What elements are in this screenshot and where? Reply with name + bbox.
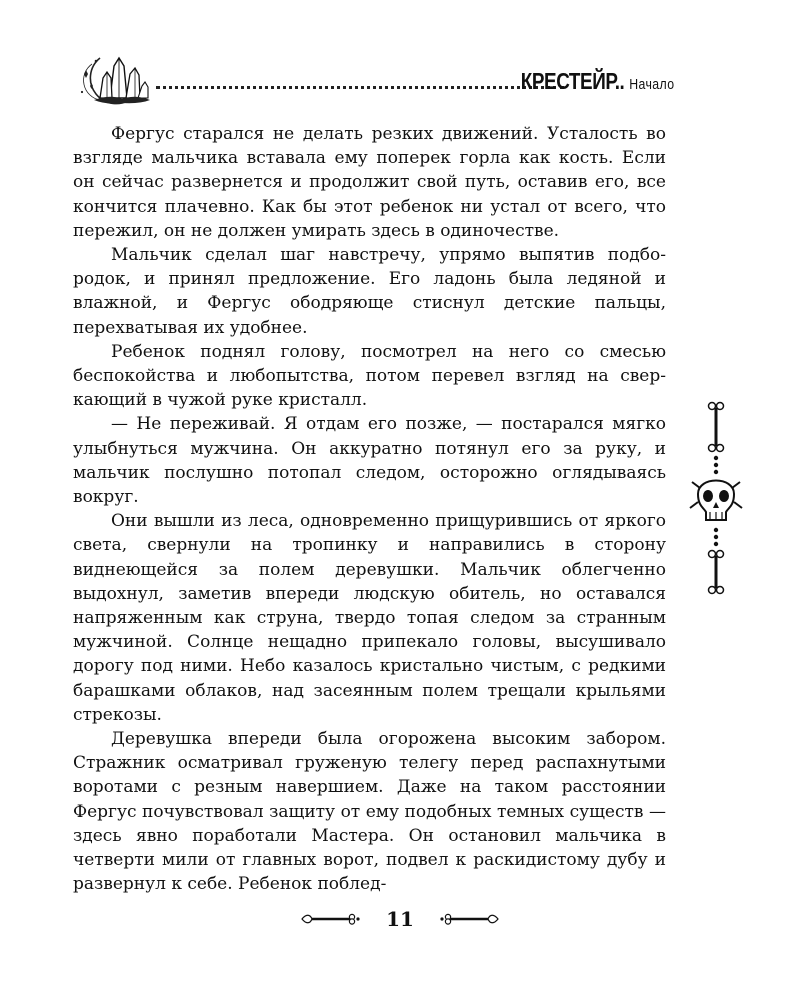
- running-head: [70, 52, 675, 112]
- paragraph: — Не переживай. Я отдам его позже, — постарался мягко улыбнуться мужчина. Он аккуратно потянул его за руку, и мальчик послушно потопал следом, осторожно оглядываясь вокруг.: [73, 414, 666, 508]
- running-title: [521, 68, 675, 95]
- body-text: [73, 122, 666, 897]
- title-separator: ..: [615, 68, 625, 94]
- bone-flourish-icon: [300, 913, 362, 925]
- paragraph: Мальчик сделал шаг навстречу, упрямо выпятив подбородок, и принял предложение. Его ладонь была ледяной и влажной, и Фергус ободряюще стиснул детские пальцы, перехватывая их удобнее.: [73, 245, 666, 338]
- page-number: 11: [386, 906, 414, 931]
- paragraph: Ребенок поднял голову, посмотрел на него со смесью беспокойства и любопытства, потом перевел взгляд на сверкающий в чужой руке кристалл.: [73, 341, 666, 411]
- page-footer: [0, 905, 800, 931]
- paragraph: Деревушка впереди была огорожена высоким забором. Стражник осматривал груженую телегу перед распахнутыми воротами с резным навершием. Даже на таком расстоянии Фергус почувствовал защиту от ему подобных темных существ — здесь явно поработали Мастера. Он остановил мальчика в четверти мили от главных ворот, подвел к раскидистому дубу и развернул к себе. Ребенок поблед-: [73, 729, 666, 895]
- book-title: КРЕСТЕЙР: [521, 68, 616, 94]
- paragraph: Фергус старался не делать резких движений. Усталость во взгляде мальчика вставала ему поперек горла как кость. Если он сейчас развернется и продолжит свой путь, оставив его, все кончится плачевно. Как бы этот ребенок ни устал от всего, что пережил, он не должен умирать здесь в одиночестве.: [73, 124, 666, 241]
- leader-dots: [156, 86, 564, 89]
- bone-flourish-icon: [438, 913, 500, 925]
- skull-bones-icon: [686, 398, 746, 598]
- crescent-crystals-icon: [70, 52, 152, 110]
- book-subtitle: Начало: [629, 76, 675, 93]
- paragraph: Они вышли из леса, одновременно прищурившись от яркого света, свернули на тропинку и направились в сторону виднеющейся за полем деревушки. Мальчик облегченно выдохнул, заметив впереди людскую обитель, но оставался напряженным как струна, твердо топая следом за странным мужчиной. Солнце нещадно припекало головы, высушивало дорогу под ними. Небо казалось кристально чистым, с редкими барашками облаков, над засеянным полем трещали крыльями стрекозы.: [73, 511, 666, 725]
